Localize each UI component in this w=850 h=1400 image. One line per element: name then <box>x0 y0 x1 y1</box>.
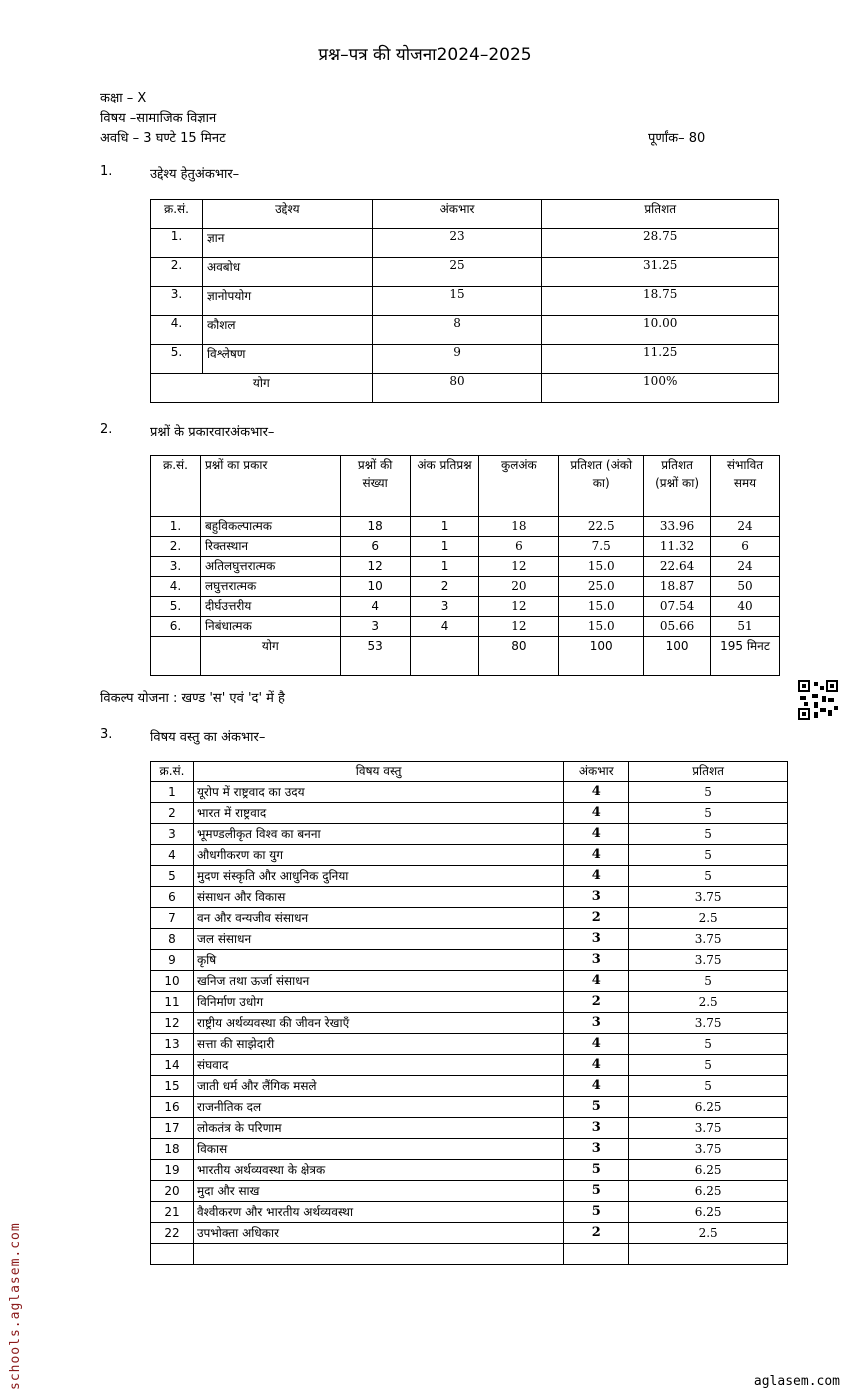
table-cell: विकास <box>193 1139 563 1160</box>
table-cell: 3 <box>340 617 410 637</box>
table-cell: 5. <box>151 597 201 617</box>
table-cell: 19 <box>151 1160 194 1181</box>
table-cell: 3.75 <box>629 950 788 971</box>
table-row <box>151 557 780 577</box>
table-row <box>151 950 788 971</box>
table-cell: 5 <box>629 1055 788 1076</box>
table-cell: 4 <box>564 1076 629 1097</box>
table-cell: 20 <box>151 1181 194 1202</box>
table-cell: 24 <box>711 517 780 537</box>
total-cell: 100 <box>559 637 644 676</box>
section1-number: 1. <box>100 164 113 179</box>
table-cell: 4 <box>564 866 629 887</box>
table-cell <box>564 1244 629 1265</box>
table-cell: 9 <box>151 950 194 971</box>
table-cell: 3 <box>564 1118 629 1139</box>
table-row <box>151 1223 788 1244</box>
table-cell: 4 <box>564 971 629 992</box>
table-cell: दीर्घउत्तरीय <box>200 597 340 617</box>
table-cell: 4 <box>410 617 479 637</box>
table-cell: जाती धर्म और लैंगिक मसले <box>193 1076 563 1097</box>
table-cell: 4 <box>340 597 410 617</box>
page-title: प्रश्न–पत्र की योजना2024–2025 <box>318 45 532 65</box>
table-cell: 16 <box>151 1097 194 1118</box>
table-cell: 12 <box>340 557 410 577</box>
total-cell: 195 मिनट <box>711 637 780 676</box>
column-header: विषय वस्तु <box>193 762 563 782</box>
column-header: प्रश्नों का प्रकार <box>200 456 340 517</box>
table-cell: 05.66 <box>644 617 711 637</box>
side-watermark: schools.aglasem.com <box>8 1222 23 1390</box>
total-cell: 100% <box>542 374 779 403</box>
table-cell: 7.5 <box>559 537 644 557</box>
table-cell: 2 <box>410 577 479 597</box>
table-cell: 50 <box>711 577 780 597</box>
table-cell: 33.96 <box>644 517 711 537</box>
table-cell: अतिलघुत्तरात्मक <box>200 557 340 577</box>
table-row <box>151 887 788 908</box>
table-cell: 28.75 <box>542 229 779 258</box>
table-cell: 3 <box>564 929 629 950</box>
table-cell: रिक्तस्थान <box>200 537 340 557</box>
table-cell: 5 <box>629 971 788 992</box>
table-cell: 31.25 <box>542 258 779 287</box>
table-cell <box>629 1244 788 1265</box>
table-cell: 6 <box>479 537 559 557</box>
table-cell: 3.75 <box>629 887 788 908</box>
table-cell <box>193 1244 563 1265</box>
column-header: क्र.सं. <box>151 762 194 782</box>
table-cell: 6 <box>151 887 194 908</box>
table-cell: राजनीतिक दल <box>193 1097 563 1118</box>
table-row <box>151 517 780 537</box>
table-cell: 12 <box>151 1013 194 1034</box>
table-cell: 1. <box>151 517 201 537</box>
question-type-table <box>150 455 780 676</box>
column-header: कुलअंक <box>479 456 559 517</box>
table-cell: मुदण संस्कृति और आधुनिक दुनिया <box>193 866 563 887</box>
table-row <box>151 316 779 345</box>
table-cell: 7 <box>151 908 194 929</box>
table-cell: 3 <box>151 824 194 845</box>
section3-heading: विषय वस्तु का अंकभार– <box>150 730 266 745</box>
table-cell: 20 <box>479 577 559 597</box>
table-cell: 2 <box>564 1223 629 1244</box>
table-row <box>151 1244 788 1265</box>
content-weightage-table <box>150 761 788 1265</box>
total-cell: 80 <box>479 637 559 676</box>
table-cell: राष्ट्रीय अर्थव्यवस्था की जीवन रेखाएँ <box>193 1013 563 1034</box>
table-cell: 17 <box>151 1118 194 1139</box>
table-cell: 6.25 <box>629 1160 788 1181</box>
table-cell: कौशल <box>202 316 372 345</box>
table-cell: भारतीय अर्थव्यवस्था के क्षेत्रक <box>193 1160 563 1181</box>
total-cell: 80 <box>372 374 542 403</box>
table-cell <box>151 1244 194 1265</box>
column-header: अंकभार <box>564 762 629 782</box>
table-row <box>151 929 788 950</box>
table-cell: 4 <box>564 824 629 845</box>
table-cell: लघुत्तरात्मक <box>200 577 340 597</box>
table-cell: 6. <box>151 617 201 637</box>
option-scheme-note: विकल्प योजना : खण्ड 'स' एवं 'द' में है <box>100 691 285 706</box>
subject-label: विषय –सामाजिक विज्ञान <box>100 111 217 126</box>
table-cell: 3.75 <box>629 1139 788 1160</box>
table-cell: 5 <box>629 1034 788 1055</box>
table-cell: 12 <box>479 557 559 577</box>
table-cell: 5 <box>151 866 194 887</box>
class-label: कक्षा – X <box>100 91 147 106</box>
total-cell: 53 <box>340 637 410 676</box>
table-cell: 14 <box>151 1055 194 1076</box>
table-cell: 3 <box>410 597 479 617</box>
table-cell: 18 <box>479 517 559 537</box>
table-cell: मुदा और साख <box>193 1181 563 1202</box>
table-cell: 5 <box>564 1097 629 1118</box>
table-cell: 5 <box>564 1160 629 1181</box>
table-cell: वैश्वीकरण और भारतीय अर्थव्यवस्था <box>193 1202 563 1223</box>
table-cell: 1 <box>151 782 194 803</box>
table-total-row <box>151 637 780 676</box>
table-cell: 2. <box>151 258 203 287</box>
table-row <box>151 345 779 374</box>
table-cell: 2.5 <box>629 992 788 1013</box>
table-cell: 18.87 <box>644 577 711 597</box>
table-cell: उपभोक्ता अधिकार <box>193 1223 563 1244</box>
table-header-row <box>151 200 779 229</box>
table-row <box>151 258 779 287</box>
table-cell: खनिज तथा ऊर्जा संसाधन <box>193 971 563 992</box>
total-cell: योग <box>200 637 340 676</box>
table-cell: 1. <box>151 229 203 258</box>
table-cell: 3.75 <box>629 929 788 950</box>
total-cell: 100 <box>644 637 711 676</box>
section2-heading: प्रश्नों के प्रकारवारअंकभार– <box>150 425 275 440</box>
table-cell: 10 <box>340 577 410 597</box>
table-cell: 6.25 <box>629 1181 788 1202</box>
table-row <box>151 577 780 597</box>
table-cell: 40 <box>711 597 780 617</box>
table-row <box>151 782 788 803</box>
table-cell: 25.0 <box>559 577 644 597</box>
table-cell: 5 <box>629 803 788 824</box>
table-cell: 8 <box>372 316 542 345</box>
column-header: अंक प्रतिप्रश्न <box>410 456 479 517</box>
column-header: प्रतिशत (अंको का) <box>559 456 644 517</box>
table-cell: 3.75 <box>629 1013 788 1034</box>
table-cell: ज्ञानोपयोग <box>202 287 372 316</box>
table-cell: 11 <box>151 992 194 1013</box>
table-cell: 6.25 <box>629 1202 788 1223</box>
table-row <box>151 824 788 845</box>
table-cell: 6 <box>340 537 410 557</box>
table-cell: 2 <box>151 803 194 824</box>
table-cell: भूमण्डलीकृत विश्व का बनना <box>193 824 563 845</box>
table-cell: 5 <box>629 1076 788 1097</box>
table-cell: 18.75 <box>542 287 779 316</box>
table-cell: 15 <box>151 1076 194 1097</box>
column-header: प्रतिशत (प्रश्नों का) <box>644 456 711 517</box>
table-cell: 6 <box>711 537 780 557</box>
table-row <box>151 1181 788 1202</box>
table-cell: 8 <box>151 929 194 950</box>
table-cell: 5 <box>629 845 788 866</box>
table-cell: कृषि <box>193 950 563 971</box>
column-header: प्रश्नों की संख्या <box>340 456 410 517</box>
section1-heading: उद्देश्य हेतुअंकभार– <box>150 167 240 182</box>
table-cell: 10.00 <box>542 316 779 345</box>
table-cell: 15.0 <box>559 557 644 577</box>
table-row <box>151 1097 788 1118</box>
table-row <box>151 1013 788 1034</box>
table-cell: जल संसाधन <box>193 929 563 950</box>
table-cell: 07.54 <box>644 597 711 617</box>
table-cell: 3 <box>564 887 629 908</box>
table-row <box>151 971 788 992</box>
table-row <box>151 1160 788 1181</box>
table-cell: 51 <box>711 617 780 637</box>
table-cell: 22.64 <box>644 557 711 577</box>
table-cell: 4 <box>151 845 194 866</box>
table-cell: 24 <box>711 557 780 577</box>
table-cell: औधगीकरण का युग <box>193 845 563 866</box>
table-cell: 4 <box>564 782 629 803</box>
table-row <box>151 1118 788 1139</box>
table-cell: यूरोप में राष्ट्रवाद का उदय <box>193 782 563 803</box>
table-row <box>151 1034 788 1055</box>
table-cell: विश्लेषण <box>202 345 372 374</box>
table-header-row <box>151 456 780 517</box>
table-cell: 5 <box>629 782 788 803</box>
table-cell: 1 <box>410 517 479 537</box>
table-cell: लोकतंत्र के परिणाम <box>193 1118 563 1139</box>
table-row <box>151 537 780 557</box>
table-cell: संसाधन और विकास <box>193 887 563 908</box>
table-cell: 3. <box>151 287 203 316</box>
full-marks-label: पूर्णांक– 80 <box>648 131 706 146</box>
empty-cell <box>151 637 201 676</box>
section2-number: 2. <box>100 422 113 437</box>
column-header: अंकभार <box>372 200 542 229</box>
table-cell: 3 <box>564 1013 629 1034</box>
table-row <box>151 803 788 824</box>
table-cell: 2 <box>564 992 629 1013</box>
table-cell: 5 <box>564 1202 629 1223</box>
table-row <box>151 845 788 866</box>
total-cell <box>410 637 479 676</box>
table-cell: 10 <box>151 971 194 992</box>
section3-number: 3. <box>100 727 113 742</box>
table-cell: बहुविकल्पात्मक <box>200 517 340 537</box>
table-cell: संघवाद <box>193 1055 563 1076</box>
table-row <box>151 1055 788 1076</box>
table-cell: 2.5 <box>629 1223 788 1244</box>
table-header-row <box>151 762 788 782</box>
table-cell: 2. <box>151 537 201 557</box>
table-row <box>151 617 780 637</box>
table-cell: 5. <box>151 345 203 374</box>
table-cell: 22 <box>151 1223 194 1244</box>
table-cell: 2.5 <box>629 908 788 929</box>
table-cell: 11.32 <box>644 537 711 557</box>
table-cell: वन और वन्यजीव संसाधन <box>193 908 563 929</box>
duration-label: अवधि – 3 घण्टे 15 मिनट <box>100 131 226 146</box>
table-row <box>151 229 779 258</box>
table-cell: निबंधात्मक <box>200 617 340 637</box>
table-row <box>151 992 788 1013</box>
table-cell: 25 <box>372 258 542 287</box>
table-cell: 4 <box>564 845 629 866</box>
table-cell: ज्ञान <box>202 229 372 258</box>
table-cell: भारत में राष्ट्रवाद <box>193 803 563 824</box>
table-cell: 21 <box>151 1202 194 1223</box>
column-header: क्र.सं. <box>151 200 203 229</box>
table-cell: 3. <box>151 557 201 577</box>
table-cell: 9 <box>372 345 542 374</box>
table-cell: 3 <box>564 950 629 971</box>
table-cell: 4. <box>151 577 201 597</box>
table-cell: 18 <box>151 1139 194 1160</box>
table-cell: 13 <box>151 1034 194 1055</box>
table-cell: 15.0 <box>559 617 644 637</box>
column-header: संभावित समय <box>711 456 780 517</box>
qr-code-icon <box>798 680 838 720</box>
table-cell: 11.25 <box>542 345 779 374</box>
table-cell: 4 <box>564 803 629 824</box>
objective-table <box>150 199 779 403</box>
column-header: प्रतिशत <box>629 762 788 782</box>
table-cell: 22.5 <box>559 517 644 537</box>
table-cell: 1 <box>410 537 479 557</box>
table-cell: 4 <box>564 1055 629 1076</box>
table-cell: 2 <box>564 908 629 929</box>
table-cell: 5 <box>564 1181 629 1202</box>
table-cell: 15 <box>372 287 542 316</box>
table-cell: 3.75 <box>629 1118 788 1139</box>
table-cell: विनिर्माण उधोग <box>193 992 563 1013</box>
column-header: क्र.सं. <box>151 456 201 517</box>
table-cell: 15.0 <box>559 597 644 617</box>
table-cell: 5 <box>629 824 788 845</box>
table-cell: सत्ता की साझेदारी <box>193 1034 563 1055</box>
column-header: प्रतिशत <box>542 200 779 229</box>
table-row <box>151 1076 788 1097</box>
table-cell: 18 <box>340 517 410 537</box>
table-row <box>151 287 779 316</box>
table-cell: 5 <box>629 866 788 887</box>
table-row <box>151 866 788 887</box>
bottom-watermark: aglasem.com <box>753 1374 840 1389</box>
table-row <box>151 908 788 929</box>
table-total-row <box>151 374 779 403</box>
table-cell: 12 <box>479 617 559 637</box>
table-cell: 23 <box>372 229 542 258</box>
table-cell: 3 <box>564 1139 629 1160</box>
total-label: योग <box>151 374 373 403</box>
table-cell: अवबोध <box>202 258 372 287</box>
table-row <box>151 597 780 617</box>
column-header: उद्देश्य <box>202 200 372 229</box>
table-cell: 4. <box>151 316 203 345</box>
table-row <box>151 1139 788 1160</box>
table-row <box>151 1202 788 1223</box>
table-cell: 12 <box>479 597 559 617</box>
table-cell: 4 <box>564 1034 629 1055</box>
table-cell: 6.25 <box>629 1097 788 1118</box>
table-cell: 1 <box>410 557 479 577</box>
